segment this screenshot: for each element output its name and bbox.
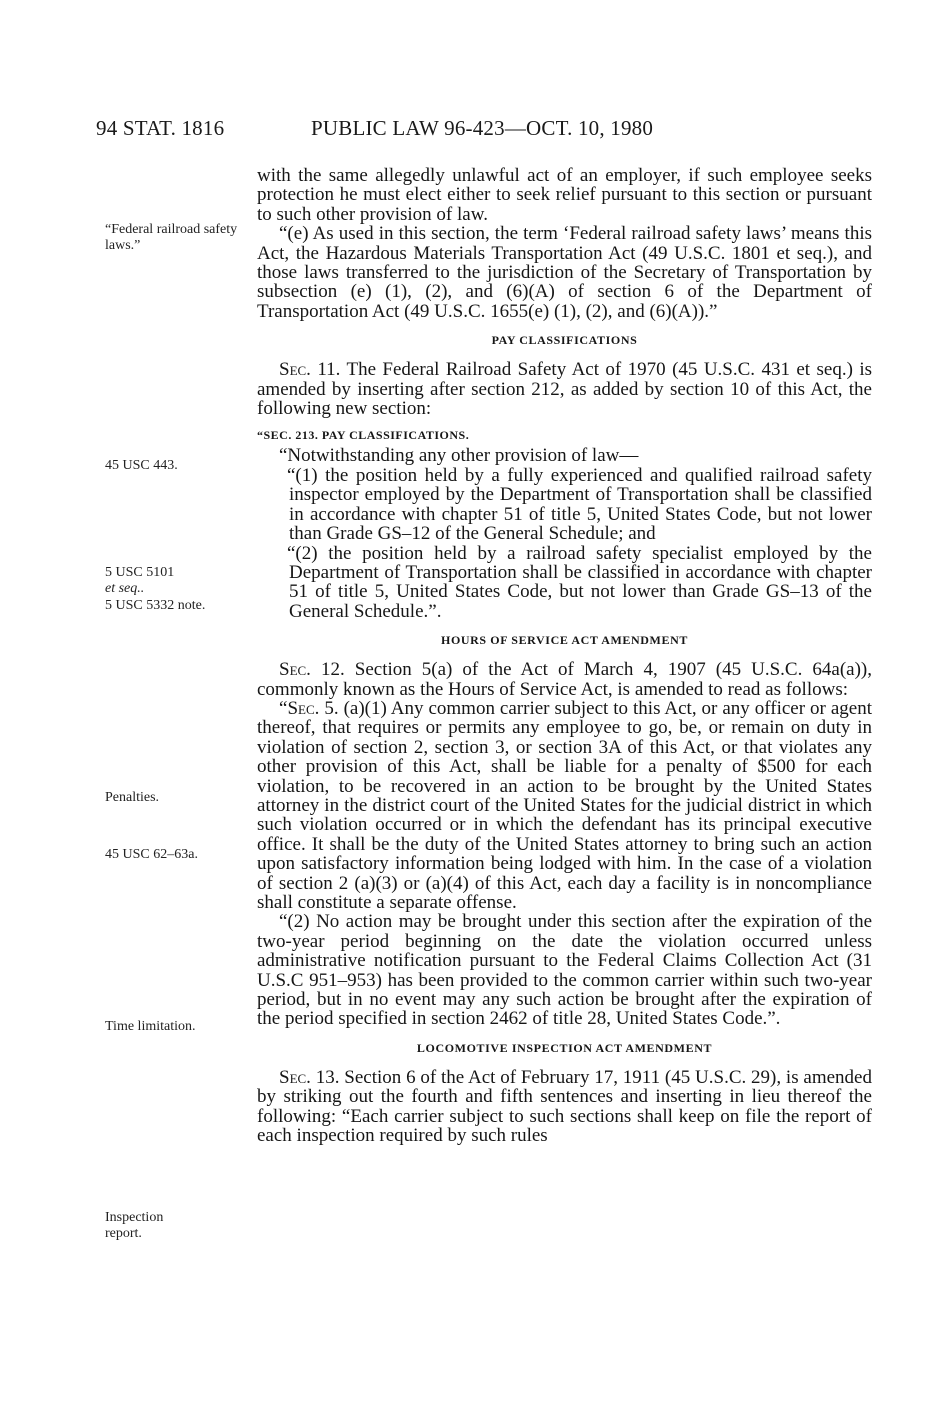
sec-5-label: Sec. [287, 697, 320, 719]
margin-note-et-seq: et seq.. [105, 581, 145, 596]
paragraph-section-12 [257, 660, 872, 699]
sec-12-text: 12. Section 5(a) of the Act of March 4, 1907 (45 U.S.C. 64a(a)), commonly known as the Hours of Service Act, is amended to read as follows: [257, 659, 872, 700]
sec-5-open-quote: “ [279, 697, 288, 719]
paragraph-item-1: “(1) the position held by a fully experienced and qualified railroad safety inspector employed by the Department of Transportation shall be classified in accordance with chapter 51 of title 5, United States Code, but not lower than Grade GS–12 of the General Schedule; and [287, 464, 872, 545]
heading-pay-classifications: PAY CLASSIFICATIONS [491, 333, 638, 348]
sec-11-text: 11. The Federal Railroad Safety Act of 1970 (45 U.S.C. 431 et seq.) is amended by inserting after section 212, as added by section 10 of this Act, the following new section: [257, 359, 872, 420]
margin-note-5-usc-5101 [105, 565, 245, 597]
margin-note-45-usc-443: 45 USC 443. [105, 458, 178, 473]
sec-12-label: Sec. [279, 659, 311, 681]
heading-section-213: “SEC. 213. PAY CLASSIFICATIONS. [257, 428, 470, 443]
statute-body [257, 166, 872, 1145]
paragraph-section-11 [257, 360, 872, 418]
paragraph-item-2: “(2) the position held by a railroad safety specialist employed by the Department of Transportation shall be classified in accordance with chapter 51 of title 5, United States Code, but not lower than Grade GS–13 of the General Schedule.”. [287, 542, 872, 622]
heading-hours-of-service: HOURS OF SERVICE ACT AMENDMENT [441, 633, 688, 648]
running-title: PUBLIC LAW 96-423—OCT. 10, 1980 [311, 116, 654, 140]
margin-note-inspection-report: Inspection report. [105, 1210, 164, 1241]
margin-note-penalties: Penalties. [105, 790, 160, 805]
sec-5-text: 5. (a)(1) Any common carrier subject to this Act, or any officer or agent thereof, that requires or permits any employee to go, be, or remain on duty in violation of section 2, section 3, or section 3A of this Act, or that violates any other provision of this Act, shall be liable for a penalty of $500 for each violation, to be recovered in an action to be brought by the United States attorney in the district court of the United States for the judicial district in which such violation occurred or in which the defendant has its principal executive office. It shall be the duty of the United States attorney to bring such an action upon satisfactory information being lodged with him. In the case of a violation of section 2 (a)(3) or (a)(4) of this Act, each day a facility is in noncompliance shall constitute a separate offense. [257, 697, 872, 913]
paragraph-section-5-a2: “(2) No action may be brought under this section after the expiration of the two-year period beginning on the date the violation occurred unless administrative notification pursuant to the Federal Claims Collection Act (31 U.S.C 951–953) has been provided to the common carrier within such two-year period, but in no event may any such action be brought after the expiration of the period specified in section 2462 of title 28, United States Code.”. [257, 911, 872, 1030]
paragraph-section-13 [257, 1068, 872, 1146]
margin-note-45-usc-62: 45 USC 62–63a. [105, 847, 198, 862]
paragraph-notwithstanding: “Notwithstanding any other provision of law— [279, 445, 639, 467]
page-header [96, 116, 856, 146]
sec-13-label: Sec. [279, 1066, 311, 1088]
margin-note-time-limitation: Time limitation. [105, 1019, 196, 1034]
sec-11-label: Sec. [279, 359, 311, 381]
paragraph-continued: with the same allegedly unlawful act of an employer, if such employee seeks protection he must elect either to seek relief pursuant to this section or pursuant to such other provision of law. [257, 165, 872, 225]
page-stat-number: 94 STAT. 1816 [96, 116, 225, 140]
margin-note-federal-railroad-safety-laws: “Federal railroad safety laws.” [105, 222, 238, 253]
paragraph-subsection-e: “(e) As used in this section, the term ‘Federal railroad safety laws’ means this Act, the Hazardous Materials Transportation Act (49 U.S.C. 1801 et seq.), and those laws transferred to the jurisdiction of the Secretary of Transportation by subsection (e) (1), (2), and (6)(A) of section 6 of the Department of Transportation Act (49 U.S.C. 1655(e) (1), (2), and (6)(A)).” [257, 223, 872, 322]
sec-13-text: 13. Section 6 of the Act of February 17, 1911 (45 U.S.C. 29), is amended by striking out the fourth and fifth sentences and inserting in lieu thereof the following: “Each carrier subject to such sections shall keep on file the report of each inspection required by such rules [257, 1066, 872, 1147]
margin-note-5-usc-5332: 5 USC 5332 note. [105, 598, 206, 613]
heading-locomotive-inspection: LOCOMOTIVE INSPECTION ACT AMENDMENT [416, 1040, 713, 1055]
margin-note-5-usc-5101-text: 5 USC 5101 [105, 565, 175, 580]
paragraph-section-5-a1 [257, 699, 872, 912]
